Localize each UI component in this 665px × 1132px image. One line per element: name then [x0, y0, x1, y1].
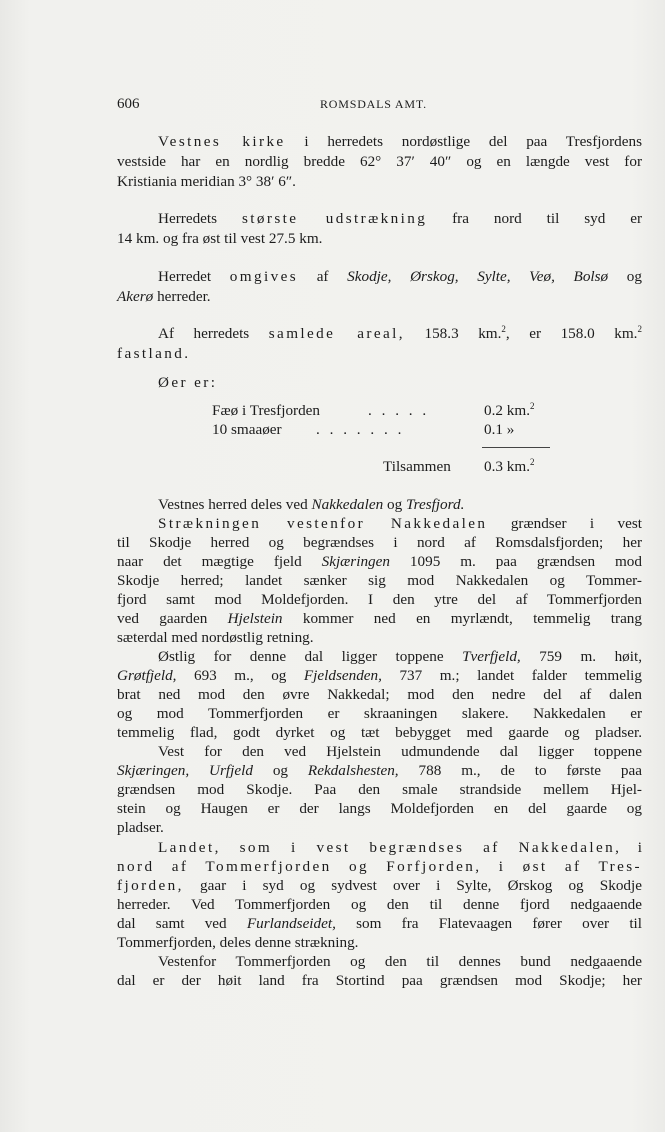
island-row-dots: . . . . . [368, 402, 430, 419]
island-row-dots: . . . . . . . [316, 421, 405, 438]
island-row-name: 10 smaaøer [212, 421, 282, 438]
para9-line1: Landet, som i vest begrændses af Nakkedalen, i [158, 839, 642, 856]
island-row-name: Fæø i Tresfjorden [212, 402, 321, 419]
running-title: ROMSDALS AMT. [320, 97, 427, 111]
total-value: 0.3 km.$^2$ [484, 457, 535, 475]
page-number: 606 [117, 96, 140, 112]
para4-line2: fastland. [117, 345, 191, 362]
para6-line7: sæterdal med nordøstlig retning. [117, 629, 314, 646]
para8-line1: Vest for den ved Hjelstein udmundende dal ligger toppene [158, 743, 642, 760]
para10-line2: dal er der høit land fra Stortind paa grændsen mod Skodje; her [117, 972, 642, 989]
island-row-value: 0.2 km.$^2$ [484, 401, 535, 419]
para2-line1: Herredets største udstrækning fra nord til syd er [158, 210, 643, 227]
para8-line5: pladser. [117, 819, 164, 836]
para9-line2: nord af Tommerfjorden og Forfjorden, i øst af Tres- [117, 858, 642, 875]
para1-line1: Vestnes kirke i herredets nordøstlige del paa Tresfjordens [158, 133, 642, 150]
para5-line1: Vestnes herred deles ved Nakkedalen og Tresfjord. [158, 496, 465, 513]
para7-line1: Østlig for denne dal ligger toppene Tverfjeld, 759 m. høit, [158, 648, 642, 665]
para3-line2: Akerø herreder. [117, 288, 211, 305]
para6-line5: fjord samt mod Moldefjorden. I den ytre del af Tommerfjorden [117, 591, 642, 608]
para7-line4: og mod Tommerfjorden er skraaningen slakere. Nakkedalen er [117, 705, 642, 722]
para8-line3: grændsen mod Skodje. Paa den smale strandside mellem Hjel- [117, 781, 642, 798]
para7-line5: temmelig flad, godt dyrket og tæt bebygget med gaarde og pladser. [117, 724, 642, 741]
para2-line2: 14 km. og fra øst til vest 27.5 km. [117, 230, 323, 247]
para6-line2: til Skodje herred og begrændses i nord af Romsdalsfjorden; her [117, 534, 642, 551]
para6-line1: Strækningen vestenfor Nakkedalen grændser i vest [158, 515, 642, 532]
para9-line3: fjorden, gaar i syd og sydvest over i Sylte, Ørskog og Skodje [117, 877, 642, 894]
total-label: Tilsammen [383, 458, 451, 475]
para7-line3: brat ned mod den øvre Nakkedal; mod den nedre del af dalen [117, 686, 642, 703]
island-row-value: 0.1 » [484, 421, 515, 438]
para6-line4: Skodje herred; landet sænker sig mod Nakkedalen og Tommer- [117, 572, 642, 589]
para10-line1: Vestenfor Tommerfjorden og den til dennes bund nedgaaende [158, 953, 642, 970]
para1-line2: vestside har en nordlig bredde 62° 37′ 40″ og en længde vest for [117, 153, 642, 170]
para9-line6: Tommerfjorden, deles denne strækning. [117, 934, 359, 951]
para3-line1: Herredet omgives af Skodje, Ørskog, Sylte, Veø, Bolsø og [158, 268, 642, 285]
sum-rule [482, 447, 550, 448]
para6-line6: ved gaarden Hjelstein kommer ned en myrlændt, temmelig trang [117, 610, 642, 627]
para6-line3: naar det mægtige fjeld Skjæringen 1095 m. paa grændsen mod [117, 553, 642, 570]
para9-line5: dal samt ved Furlandseidet, som fra Flatevaagen fører over til [117, 915, 642, 932]
para9-line4: herreder. Ved Tommerfjorden og den til denne fjord nedgaaende [117, 896, 642, 913]
para1-line3: Kristiania meridian 3° 38′ 6″. [117, 173, 296, 190]
islands-heading: Øer er: [158, 374, 218, 391]
para4-line1: Af herredets samlede areal, 158.3 km.$^2$, er 158.0 km.$^2$ [158, 324, 642, 342]
para8-line4: stein og Haugen er der langs Moldefjorden en del gaarde og [117, 800, 642, 817]
para8-line2: Skjæringen, Urfjeld og Rekdalshesten, 788 m., de to første paa [117, 762, 643, 779]
para7-line2: Grøtfjeld, 693 m., og Fjeldsenden, 737 m.; landet falder temmelig [117, 667, 642, 684]
